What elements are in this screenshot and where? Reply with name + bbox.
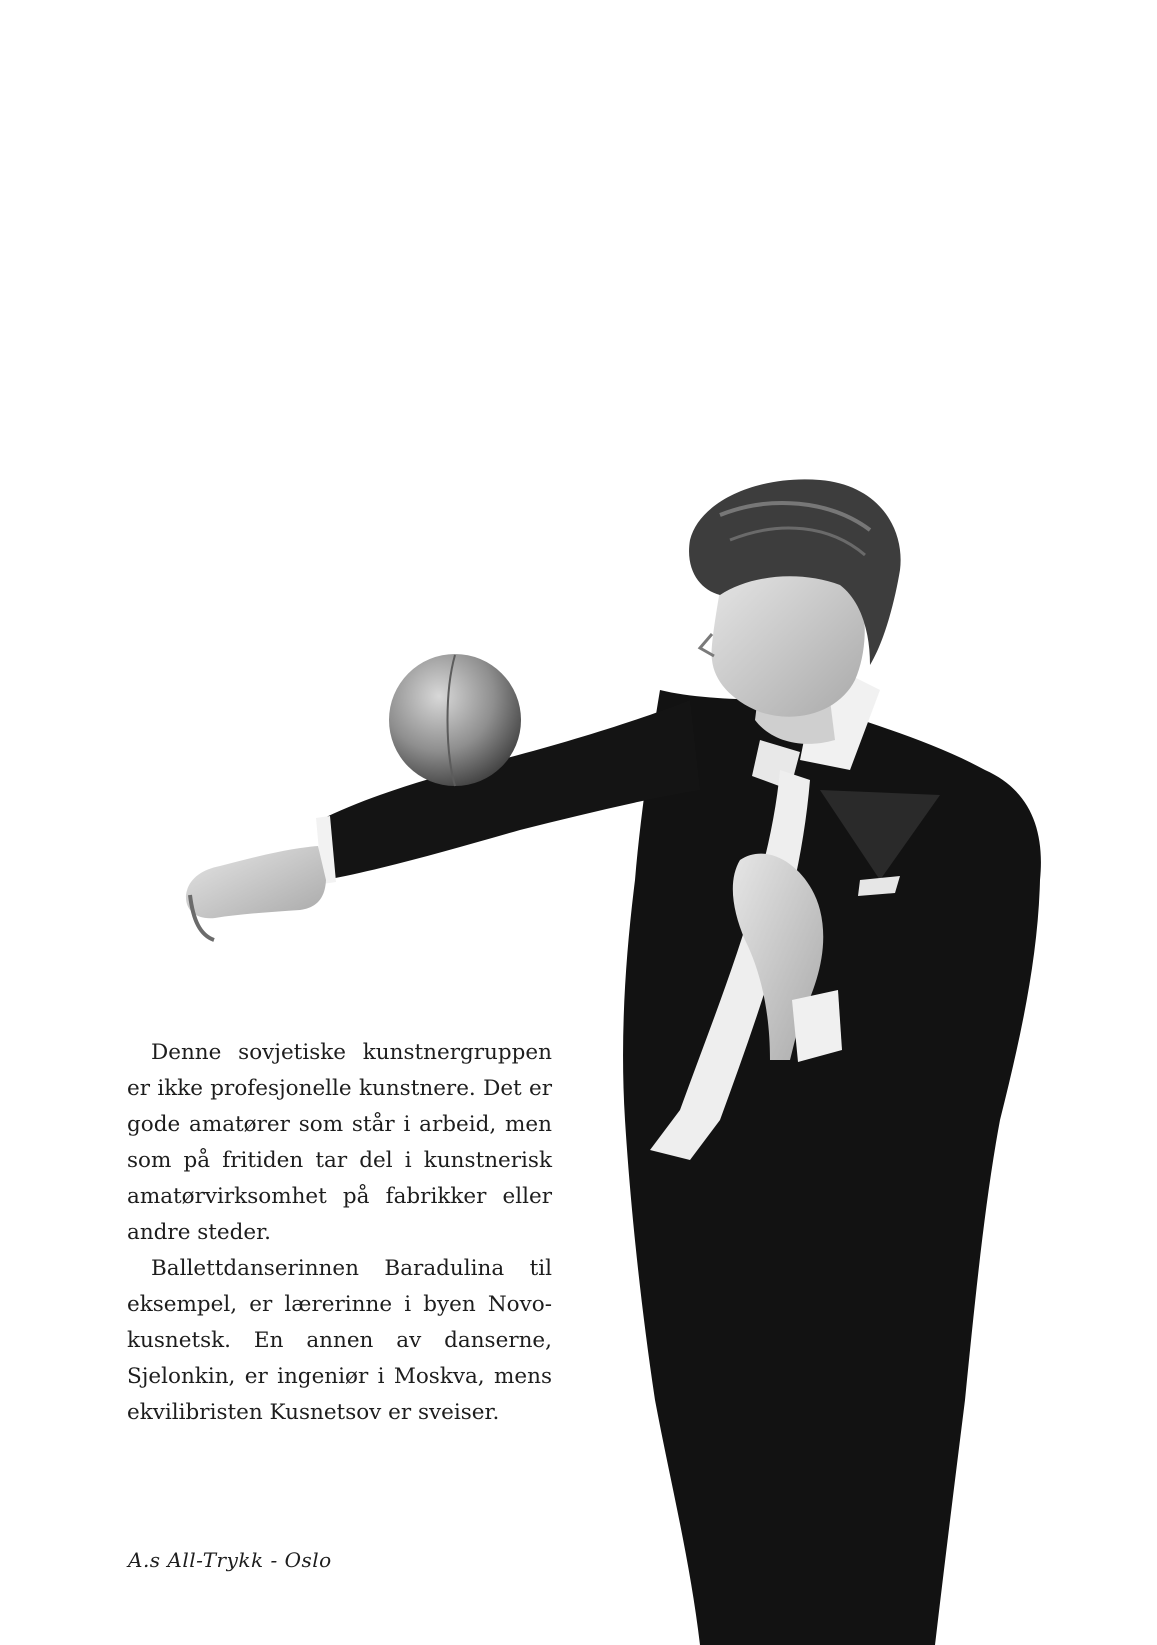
ball	[389, 654, 521, 786]
chest-cuff	[792, 990, 842, 1062]
hand	[186, 846, 326, 918]
tailcoat	[623, 690, 1041, 1645]
article-text	[127, 1035, 552, 1431]
face	[712, 566, 865, 717]
printer-imprint: A.s All-Trykk - Oslo	[128, 1548, 332, 1572]
paragraph-1: Denne sovjetiske kunstnergruppen er ikke profesjonelle kunstnere. Det er gode amatører som står i arbeid, men som på fritiden tar del i kunstnerisk amatørvirksomhet på fabrikker eller andre steder.	[127, 1040, 552, 1245]
paragraph-2: Ballettdanserinnen Baradulina til eksempel, er lærerinne i byen Novokusnetsk. En annen av danserne, Sjelonkin, er ingeniør i Moskva, mens ekvilibristen Kusnetsov er sveiser.	[127, 1256, 552, 1425]
